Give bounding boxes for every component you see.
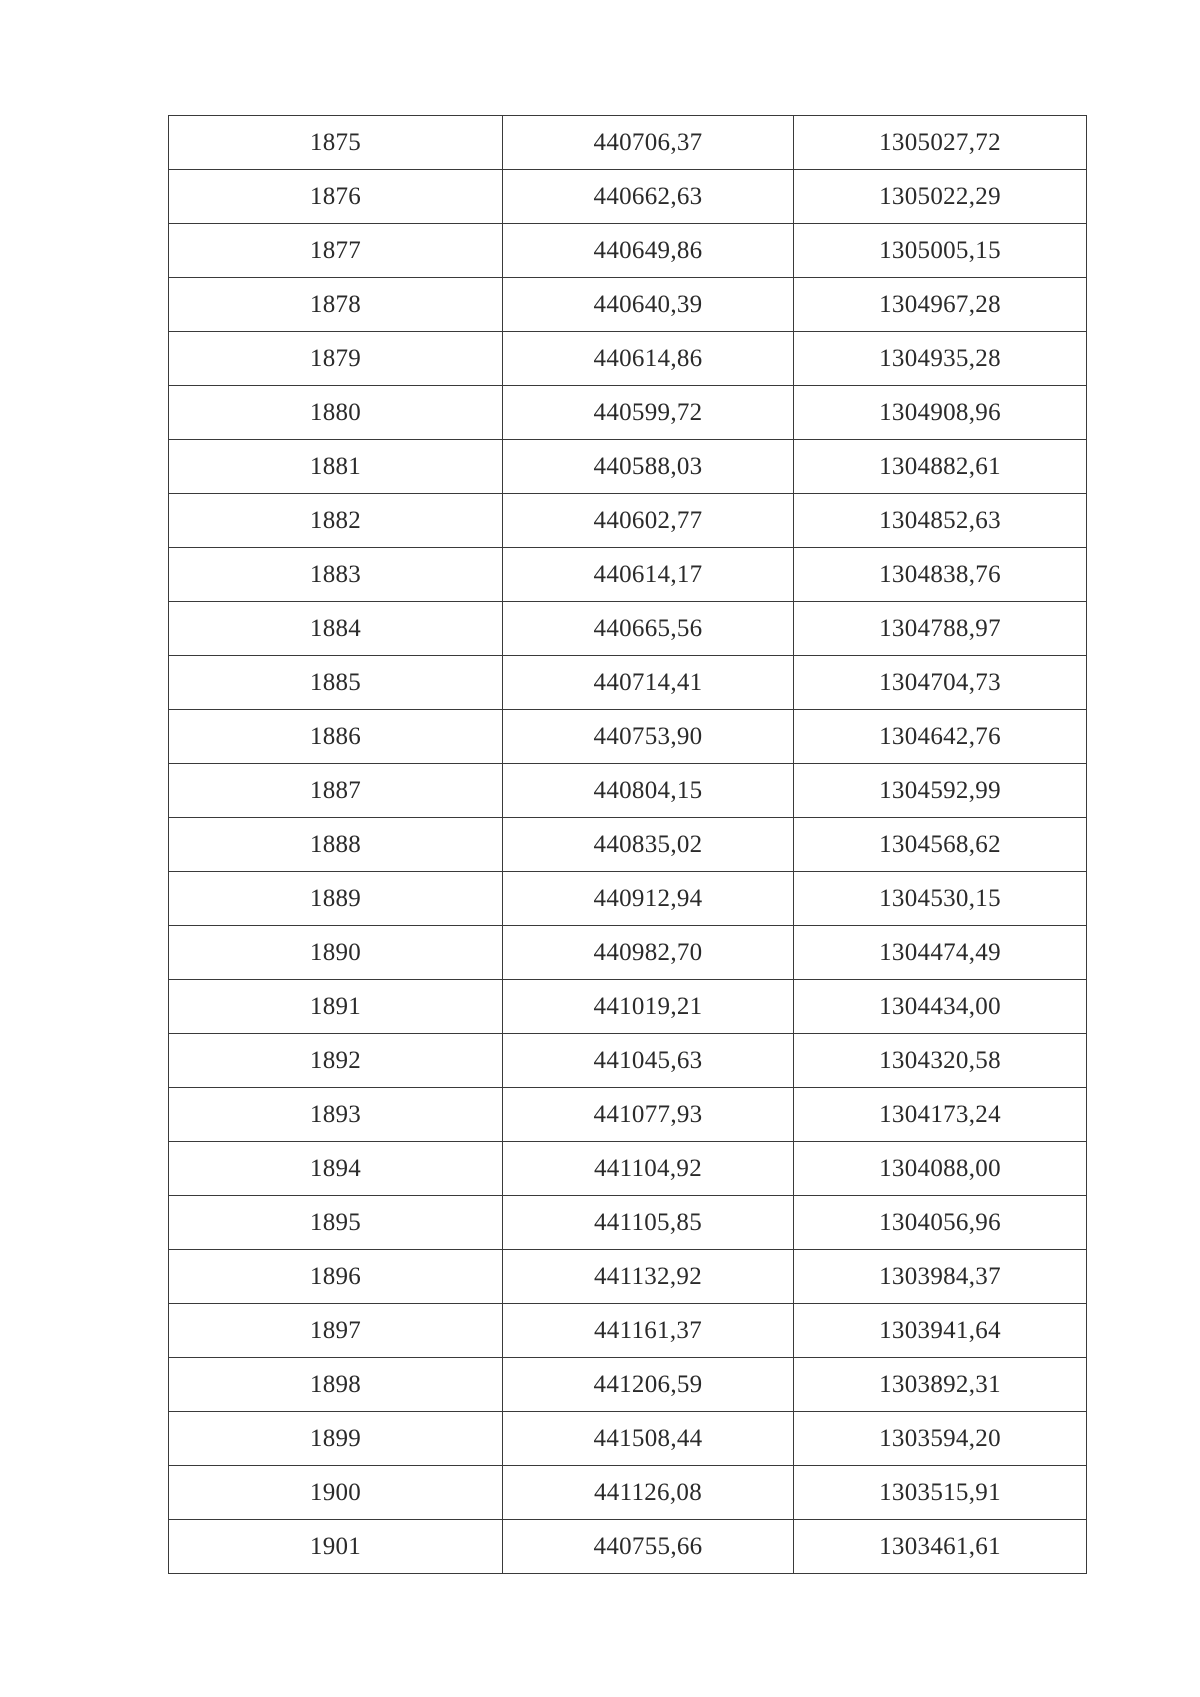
x-coordinate-cell: 440662,63 — [503, 170, 794, 224]
point-number-cell: 1885 — [169, 656, 503, 710]
table-row — [169, 1520, 1087, 1574]
table-row — [169, 116, 1087, 170]
y-coordinate-cell: 1304530,15 — [794, 872, 1087, 926]
x-coordinate-cell: 440755,66 — [503, 1520, 794, 1574]
point-number-cell: 1879 — [169, 332, 503, 386]
table-row — [169, 818, 1087, 872]
y-coordinate-cell: 1304434,00 — [794, 980, 1087, 1034]
y-coordinate-cell: 1304967,28 — [794, 278, 1087, 332]
x-coordinate-cell: 441126,08 — [503, 1466, 794, 1520]
x-coordinate-cell: 440706,37 — [503, 116, 794, 170]
x-coordinate-cell: 440665,56 — [503, 602, 794, 656]
table-row — [169, 602, 1087, 656]
point-number-cell: 1901 — [169, 1520, 503, 1574]
x-coordinate-cell: 440753,90 — [503, 710, 794, 764]
x-coordinate-cell: 440614,86 — [503, 332, 794, 386]
x-coordinate-cell: 440649,86 — [503, 224, 794, 278]
y-coordinate-cell: 1304173,24 — [794, 1088, 1087, 1142]
table-row — [169, 656, 1087, 710]
point-number-cell: 1895 — [169, 1196, 503, 1250]
point-number-cell: 1886 — [169, 710, 503, 764]
y-coordinate-cell: 1303461,61 — [794, 1520, 1087, 1574]
x-coordinate-cell: 440912,94 — [503, 872, 794, 926]
point-number-cell: 1896 — [169, 1250, 503, 1304]
point-number-cell: 1894 — [169, 1142, 503, 1196]
y-coordinate-cell: 1305022,29 — [794, 170, 1087, 224]
table-row — [169, 548, 1087, 602]
y-coordinate-cell: 1304935,28 — [794, 332, 1087, 386]
table-row — [169, 764, 1087, 818]
point-number-cell: 1891 — [169, 980, 503, 1034]
point-number-cell: 1900 — [169, 1466, 503, 1520]
x-coordinate-cell: 440982,70 — [503, 926, 794, 980]
point-number-cell: 1878 — [169, 278, 503, 332]
table-row — [169, 1412, 1087, 1466]
table-row — [169, 440, 1087, 494]
table-row — [169, 872, 1087, 926]
y-coordinate-cell: 1304474,49 — [794, 926, 1087, 980]
y-coordinate-cell: 1304788,97 — [794, 602, 1087, 656]
y-coordinate-cell: 1304320,58 — [794, 1034, 1087, 1088]
table-row — [169, 494, 1087, 548]
y-coordinate-cell: 1304642,76 — [794, 710, 1087, 764]
point-number-cell: 1898 — [169, 1358, 503, 1412]
y-coordinate-cell: 1303984,37 — [794, 1250, 1087, 1304]
point-number-cell: 1897 — [169, 1304, 503, 1358]
x-coordinate-cell: 440602,77 — [503, 494, 794, 548]
point-number-cell: 1881 — [169, 440, 503, 494]
y-coordinate-cell: 1304088,00 — [794, 1142, 1087, 1196]
table-row — [169, 1142, 1087, 1196]
table-row — [169, 1466, 1087, 1520]
y-coordinate-cell: 1303941,64 — [794, 1304, 1087, 1358]
x-coordinate-cell: 441206,59 — [503, 1358, 794, 1412]
point-number-cell: 1890 — [169, 926, 503, 980]
x-coordinate-cell: 441077,93 — [503, 1088, 794, 1142]
point-number-cell: 1883 — [169, 548, 503, 602]
y-coordinate-cell: 1304838,76 — [794, 548, 1087, 602]
y-coordinate-cell: 1303892,31 — [794, 1358, 1087, 1412]
y-coordinate-cell: 1304592,99 — [794, 764, 1087, 818]
point-number-cell: 1875 — [169, 116, 503, 170]
y-coordinate-cell: 1304568,62 — [794, 818, 1087, 872]
y-coordinate-cell: 1304056,96 — [794, 1196, 1087, 1250]
table-row — [169, 1088, 1087, 1142]
table-row — [169, 332, 1087, 386]
x-coordinate-cell: 440714,41 — [503, 656, 794, 710]
point-number-cell: 1893 — [169, 1088, 503, 1142]
point-number-cell: 1877 — [169, 224, 503, 278]
x-coordinate-cell: 441508,44 — [503, 1412, 794, 1466]
y-coordinate-cell: 1303594,20 — [794, 1412, 1087, 1466]
y-coordinate-cell: 1304882,61 — [794, 440, 1087, 494]
table-row — [169, 980, 1087, 1034]
table-row — [169, 1196, 1087, 1250]
x-coordinate-cell: 441105,85 — [503, 1196, 794, 1250]
table-row — [169, 278, 1087, 332]
x-coordinate-cell: 440588,03 — [503, 440, 794, 494]
point-number-cell: 1876 — [169, 170, 503, 224]
x-coordinate-cell: 440640,39 — [503, 278, 794, 332]
table-row — [169, 1034, 1087, 1088]
table-row — [169, 1358, 1087, 1412]
table-row — [169, 386, 1087, 440]
y-coordinate-cell: 1305027,72 — [794, 116, 1087, 170]
x-coordinate-cell: 440835,02 — [503, 818, 794, 872]
table-row — [169, 710, 1087, 764]
y-coordinate-cell: 1304852,63 — [794, 494, 1087, 548]
point-number-cell: 1882 — [169, 494, 503, 548]
table-row — [169, 1250, 1087, 1304]
x-coordinate-cell: 441045,63 — [503, 1034, 794, 1088]
point-number-cell: 1889 — [169, 872, 503, 926]
y-coordinate-cell: 1304704,73 — [794, 656, 1087, 710]
table-row — [169, 170, 1087, 224]
table-row — [169, 224, 1087, 278]
x-coordinate-cell: 440804,15 — [503, 764, 794, 818]
point-number-cell: 1892 — [169, 1034, 503, 1088]
point-number-cell: 1884 — [169, 602, 503, 656]
y-coordinate-cell: 1305005,15 — [794, 224, 1087, 278]
y-coordinate-cell: 1304908,96 — [794, 386, 1087, 440]
x-coordinate-cell: 440599,72 — [503, 386, 794, 440]
y-coordinate-cell: 1303515,91 — [794, 1466, 1087, 1520]
point-number-cell: 1887 — [169, 764, 503, 818]
point-number-cell: 1888 — [169, 818, 503, 872]
x-coordinate-cell: 441019,21 — [503, 980, 794, 1034]
x-coordinate-cell: 441132,92 — [503, 1250, 794, 1304]
coordinates-table — [168, 115, 1087, 1574]
x-coordinate-cell: 440614,17 — [503, 548, 794, 602]
x-coordinate-cell: 441161,37 — [503, 1304, 794, 1358]
point-number-cell: 1880 — [169, 386, 503, 440]
table-row — [169, 926, 1087, 980]
coordinates-table-body — [169, 116, 1087, 1574]
x-coordinate-cell: 441104,92 — [503, 1142, 794, 1196]
table-row — [169, 1304, 1087, 1358]
point-number-cell: 1899 — [169, 1412, 503, 1466]
